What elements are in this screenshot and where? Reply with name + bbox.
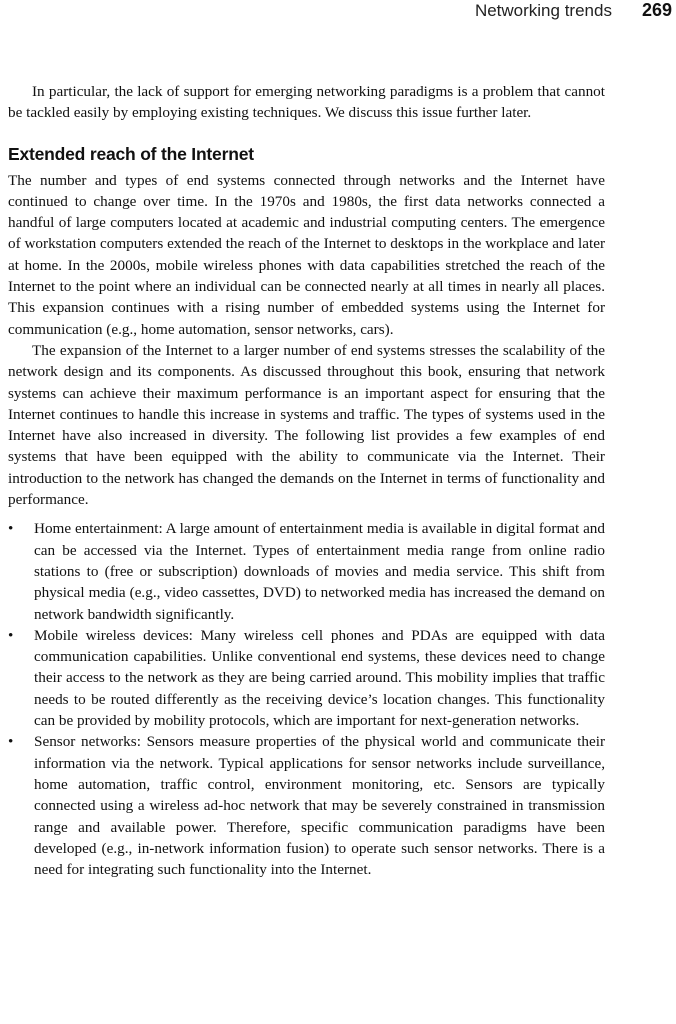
list-item <box>8 518 605 624</box>
page-body <box>8 81 605 880</box>
list-item <box>8 731 605 880</box>
paragraph-2: The expansion of the Internet to a larger number of end systems stresses the scalability of the network design and its components. As discussed throughout this book, ensuring that network systems can achieve their maximum performance is an important aspect for ensuring that the Internet continues to handle this increase in systems and traffic. The types of systems used in the Internet have also increased in diversity. The following list provides a few examples of end systems that have been equipped with the ability to communicate via the Internet. Their introduction to the network has changed the demands on the Internet in terms of functionality and performance. <box>8 341 605 509</box>
list-item <box>8 625 605 731</box>
list-item-text: Home entertainment: A large amount of entertainment media is available in digital format and can be accessed via the Internet. Types of entertainment media range from online radio stations to (free or subscription) downloads of movies and media service. This shift from physical media (e.g., video cassettes, DVD) to networked media has increased the demand on network bandwidth significantly. <box>34 520 605 623</box>
bullet-list <box>8 518 605 880</box>
bullet-icon: • <box>8 733 14 751</box>
intro-paragraph: In particular, the lack of support for emerging networking paradigms is a problem that cannot be tackled easily by employing existing techniques. We discuss this issue further later. <box>8 83 605 122</box>
list-item-text: Mobile wireless devices: Many wireless cell phones and PDAs are equipped with data communication capabilities. Unlike conventional end systems, these devices need to change their access to the network as they are being carried around. This mobility implies that traffic needs to be routed differently as the receiving device’s location changes. This functionality can be provided by mobility protocols, which are important for next-generation networks. <box>34 626 605 730</box>
running-title: Networking trends <box>474 1 612 20</box>
bullet-icon: • <box>8 520 14 538</box>
paragraph-1: The number and types of end systems connected through networks and the Internet have continued to change over time. In the 1970s and 1980s, the first data networks connected a handful of large computers located at academic and industrial computing centers. The emergence of workstation computers extended the reach of the Internet to desktops in the workplace and later at home. In the 2000s, mobile wireless phones with data capabilities stretched the reach of the Internet to the point where an individual can be connected nearly at all times in nearly all places. This expansion continues with a rising number of embedded systems using the Internet for communication (e.g., home automation, sensor networks, cars). <box>8 171 605 338</box>
bullet-icon: • <box>8 626 14 644</box>
section-heading: Extended reach of the Internet <box>8 143 254 164</box>
running-header <box>475 0 676 24</box>
page-number: 269 <box>641 0 672 20</box>
list-item-text: Sensor networks: Sensors measure properties of the physical world and communicate their information via the network. Typical applications for sensor networks include surveillance, home automation, traffic control, environment monitoring, etc. Sensors are typically connected using a wireless ad-hoc network that may be severely constrained in transmission range and available power. Therefore, specific communication paradigms have been developed (e.g., in-network information fusion) to operate such sensor networks. There is a need for integrating such functionality into the Internet. <box>34 733 605 879</box>
